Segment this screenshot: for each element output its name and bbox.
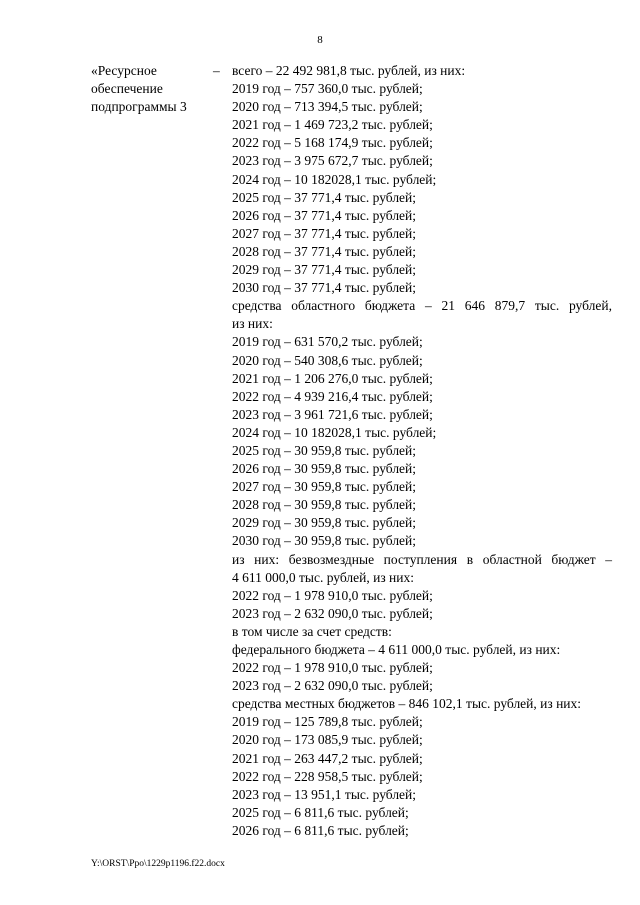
funding-line: из них: безвозмездные поступления в областной бюджет – — [232, 551, 612, 567]
funding-line: всего – 22 492 981,8 тыс. рублей, из них: — [232, 63, 466, 78]
file-path-footer: Y:\ORST\Ppo\1229p1196.f22.docx — [91, 859, 225, 869]
funding-line: 2023 год – 13 951,1 тыс. рублей; — [232, 786, 417, 802]
funding-line: 2023 год – 3 975 672,7 тыс. рублей; — [232, 153, 433, 169]
funding-line: 2024 год – 10 182028,1 тыс. рублей; — [232, 424, 437, 440]
funding-line: 2027 год – 37 771,4 тыс. рублей; — [232, 225, 417, 241]
funding-line: 2022 год – 5 168 174,9 тыс. рублей; — [232, 135, 433, 151]
funding-line: 2028 год – 30 959,8 тыс. рублей; — [232, 497, 417, 513]
funding-line: 2019 год – 631 570,2 тыс. рублей; — [232, 334, 423, 350]
funding-line: 2022 год – 1 978 910,0 тыс. рублей; — [232, 660, 433, 676]
funding-line: 2021 год – 1 469 723,2 тыс. рублей; — [232, 117, 433, 133]
funding-line: 2027 год – 30 959,8 тыс. рублей; — [232, 479, 417, 495]
section-label — [91, 62, 216, 116]
funding-line: из них: — [232, 316, 273, 332]
funding-line: 2030 год – 30 959,8 тыс. рублей; — [232, 533, 417, 549]
funding-line: 2019 год – 125 789,8 тыс. рублей; — [232, 714, 423, 730]
funding-line: 2026 год – 37 771,4 тыс. рублей; — [232, 207, 417, 223]
funding-line: 2029 год – 30 959,8 тыс. рублей; — [232, 515, 417, 531]
funding-details — [232, 62, 612, 840]
funding-line: средства областного бюджета – 21 646 879,7 тыс. рублей, — [232, 298, 612, 314]
section-label-line: «Ресурсное — [91, 63, 157, 78]
funding-line: 2025 год – 30 959,8 тыс. рублей; — [232, 442, 417, 458]
separator-dash: – — [213, 63, 220, 78]
funding-line: 2021 год – 263 447,2 тыс. рублей; — [232, 750, 423, 766]
funding-line: 2028 год – 37 771,4 тыс. рублей; — [232, 243, 417, 259]
funding-line: 2030 год – 37 771,4 тыс. рублей; — [232, 280, 417, 296]
funding-line: 2022 год – 4 939 216,4 тыс. рублей; — [232, 388, 433, 404]
section-label-line: подпрограммы 3 — [91, 99, 187, 115]
section-label-line: обеспечение — [91, 81, 163, 97]
funding-line: 2029 год – 37 771,4 тыс. рублей; — [232, 262, 417, 278]
funding-line: 2024 год – 10 182028,1 тыс. рублей; — [232, 171, 437, 187]
funding-line: в том числе за счет средств: — [232, 623, 392, 639]
funding-line: 2026 год – 30 959,8 тыс. рублей; — [232, 461, 417, 477]
funding-line: 2023 год – 3 961 721,6 тыс. рублей; — [232, 406, 433, 422]
funding-line: 2022 год – 1 978 910,0 тыс. рублей; — [232, 587, 433, 603]
funding-line: 4 611 000,0 тыс. рублей, из них: — [232, 569, 414, 585]
funding-line: 2026 год – 6 811,6 тыс. рублей; — [232, 822, 409, 838]
funding-line: 2023 год – 2 632 090,0 тыс. рублей; — [232, 678, 433, 694]
funding-line: 2020 год – 173 085,9 тыс. рублей; — [232, 732, 423, 748]
funding-line: 2025 год – 37 771,4 тыс. рублей; — [232, 189, 417, 205]
funding-line: средства местных бюджетов – 846 102,1 тыс. рублей, из них: — [232, 696, 582, 712]
funding-line: 2025 год – 6 811,6 тыс. рублей; — [232, 804, 409, 820]
funding-line: 2020 год – 713 394,5 тыс. рублей; — [232, 99, 423, 115]
page-number: 8 — [317, 34, 323, 46]
funding-line: 2023 год – 2 632 090,0 тыс. рублей; — [232, 605, 433, 621]
funding-line: 2020 год – 540 308,6 тыс. рублей; — [232, 352, 423, 368]
funding-line: 2019 год – 757 360,0 тыс. рублей; — [232, 81, 423, 97]
funding-line: федерального бюджета – 4 611 000,0 тыс. рублей, из них: — [232, 642, 561, 657]
funding-line: 2022 год – 228 958,5 тыс. рублей; — [232, 768, 423, 784]
funding-line: 2021 год – 1 206 276,0 тыс. рублей; — [232, 370, 433, 386]
